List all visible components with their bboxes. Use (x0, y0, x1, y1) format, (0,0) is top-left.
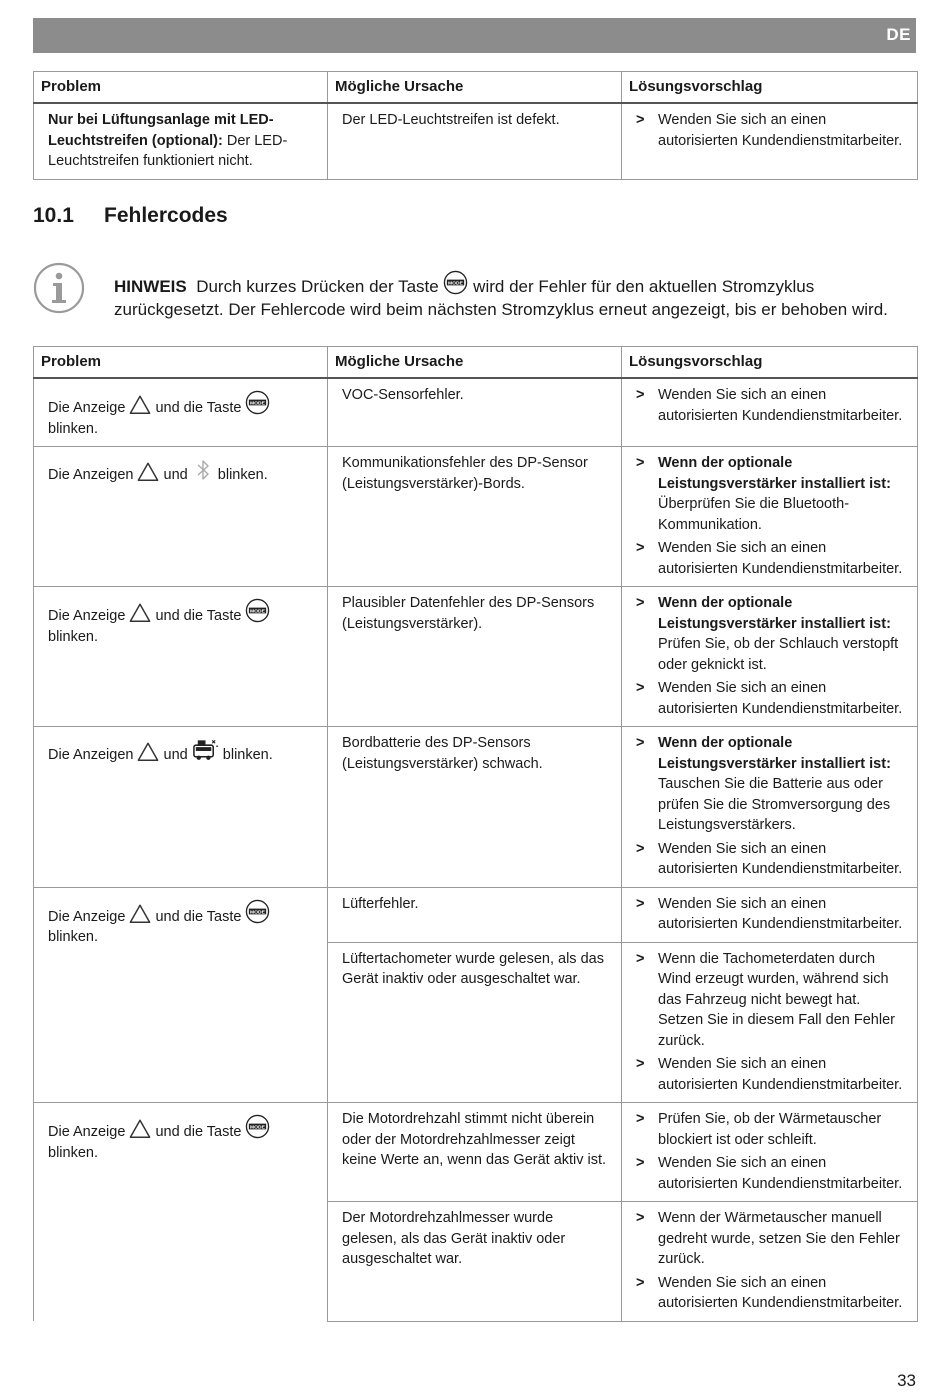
solution-cell (622, 1202, 918, 1322)
bluetooth-icon (196, 458, 210, 482)
solution-item: > Wenn der optionale Leistungsverstärker installiert ist: Tauschen Sie die Batterie aus oder prüfen Sie die Stromversorgung des Leistungsverstärkers. (636, 735, 891, 833)
problem-cell: Die Anzeige und die Taste blinken. (34, 1103, 328, 1322)
mode-button-icon (245, 598, 270, 623)
note-label: HINWEIS (114, 277, 187, 296)
table-row (34, 103, 918, 179)
mode-button-icon (245, 390, 270, 415)
info-icon (33, 262, 85, 314)
cause-cell: Lüfterfehler. (328, 887, 622, 942)
solution-cell (622, 727, 918, 888)
solution-item: > Prüfen Sie, ob der Wärmetauscher blockiert ist oder schleift. (636, 1111, 882, 1148)
table-row (34, 887, 918, 942)
error-code-table (33, 346, 918, 1322)
warning-triangle-icon (137, 461, 159, 482)
solution-item: > Wenden Sie sich an einen autorisierten Kundendienstmitarbeiter. (636, 680, 903, 717)
problem-cell: Die Anzeigen und blinken. (34, 447, 328, 587)
table-header-row (34, 347, 918, 379)
solution-cell (622, 587, 918, 727)
table-header-row (34, 72, 918, 104)
table-row (34, 447, 918, 587)
solution-item: > Wenn der Wärmetauscher manuell gedreht wurde, setzen Sie den Fehler zurück. (636, 1210, 900, 1267)
cause-cell: VOC-Sensorfehler. (328, 378, 622, 447)
problem-text: Der LED-Leuchtstreifen funktioniert nicht. (48, 132, 288, 169)
solution-cell (622, 887, 918, 942)
solution-item: > Wenden Sie sich an einen autorisierten Kundendienstmitarbeiter. (636, 1155, 903, 1192)
warning-triangle-icon (129, 1118, 151, 1139)
section-title: Fehlercodes (104, 204, 228, 227)
problem-cell: Die Anzeige und die Taste blinken. (34, 378, 328, 447)
problem-cell: Die Anzeige und die Taste blinken. (34, 887, 328, 1103)
problem-cell: Die Anzeige und die Taste blinken. (34, 587, 328, 727)
header-problem: Problem (34, 347, 328, 379)
table-row (34, 1103, 918, 1202)
mode-button-icon (245, 1114, 270, 1139)
solution-item: > Wenn die Tachometerdaten durch Wind erzeugt wurden, während sich das Fahrzeug nicht bewegt hat. Setzen Sie in diesem Fall den Fehler zurück. (636, 950, 895, 1049)
solution-item: > Wenn der optionale Leistungsverstärker installiert ist: Prüfen Sie, ob der Schlauch verstopft oder geknickt ist. (636, 595, 899, 673)
cause-cell: Die Motordrehzahl stimmt nicht überein oder der Motordrehzahlmesser zeigt keine Werte an, wenn das Gerät aktiv ist. (328, 1103, 622, 1202)
header-cause: Mögliche Ursache (328, 347, 622, 379)
header-problem: Problem (34, 72, 328, 104)
warning-triangle-icon (129, 394, 151, 415)
solution-item: > Wenden Sie sich an einen autorisierten Kundendienstmitarbeiter. (636, 540, 903, 577)
header-solution: Lösungsvorschlag (622, 347, 918, 379)
solution-cell (622, 447, 918, 587)
vehicle-battery-icon (192, 738, 219, 762)
led-problem-table (33, 71, 918, 180)
solution-item: > Wenden Sie sich an einen autorisierten Kundendienstmitarbeiter. (636, 1056, 903, 1093)
header-cause: Mögliche Ursache (328, 72, 622, 104)
cause-cell: Plausibler Datenfehler des DP-Sensors (Leistungsverstärker). (328, 587, 622, 727)
cause-cell: Der Motordrehzahlmesser wurde gelesen, als das Gerät inaktiv oder ausgeschaltet war. (328, 1202, 622, 1322)
solution-item: > Wenden Sie sich an einen autorisierten Kundendienstmitarbeiter. (636, 112, 903, 149)
cause-cell: Bordbatterie des DP-Sensors (Leistungsverstärker) schwach. (328, 727, 622, 888)
problem-cell (34, 103, 328, 179)
warning-triangle-icon (129, 602, 151, 623)
table-row (34, 727, 918, 888)
note-box (114, 270, 914, 321)
header-solution: Lösungsvorschlag (622, 72, 918, 104)
solution-item: > Wenn der optionale Leistungsverstärker installiert ist: Überprüfen Sie die Bluetooth-Kommunikation. (636, 455, 891, 533)
table-row (34, 378, 918, 447)
solution-cell (622, 103, 918, 179)
page-number: 33 (897, 1371, 916, 1390)
problem-bold-text: Nur bei Lüftungsanlage mit LED-Leuchtstreifen (optional): (48, 112, 274, 149)
section-number: 10.1 (33, 204, 74, 227)
warning-triangle-icon (137, 741, 159, 762)
solution-cell (622, 942, 918, 1103)
language-code: DE (886, 25, 911, 44)
mode-button-icon (245, 899, 270, 924)
solution-cell (622, 1103, 918, 1202)
solution-item: > Wenden Sie sich an einen autorisierten Kundendienstmitarbeiter. (636, 387, 903, 424)
cause-cell: Lüftertachometer wurde gelesen, als das Gerät inaktiv oder ausgeschaltet war. (328, 942, 622, 1103)
solution-item: > Wenden Sie sich an einen autorisierten Kundendienstmitarbeiter. (636, 840, 903, 877)
solution-item: > Wenden Sie sich an einen autorisierten Kundendienstmitarbeiter. (636, 1274, 903, 1311)
header-bar (33, 18, 916, 53)
mode-button-icon (443, 270, 468, 295)
note-text-before: Durch kurzes Drücken der Taste (196, 277, 439, 296)
table-row (34, 587, 918, 727)
problem-cell: Die Anzeigen und blinken. (34, 727, 328, 888)
cause-cell: Der LED-Leuchtstreifen ist defekt. (328, 103, 622, 179)
section-heading (33, 204, 228, 228)
note-text-after: wird der Fehler für den aktuellen Stromzyklus zurückgesetzt. Der Fehlercode wird beim nächsten Stromzyklus erneut angezeigt, bis er behoben wird. (114, 277, 888, 319)
solution-cell (622, 378, 918, 447)
cause-cell: Kommunikationsfehler des DP-Sensor (Leistungsverstärker)-Bords. (328, 447, 622, 587)
warning-triangle-icon (129, 903, 151, 924)
solution-item: > Wenden Sie sich an einen autorisierten Kundendienstmitarbeiter. (636, 895, 903, 932)
